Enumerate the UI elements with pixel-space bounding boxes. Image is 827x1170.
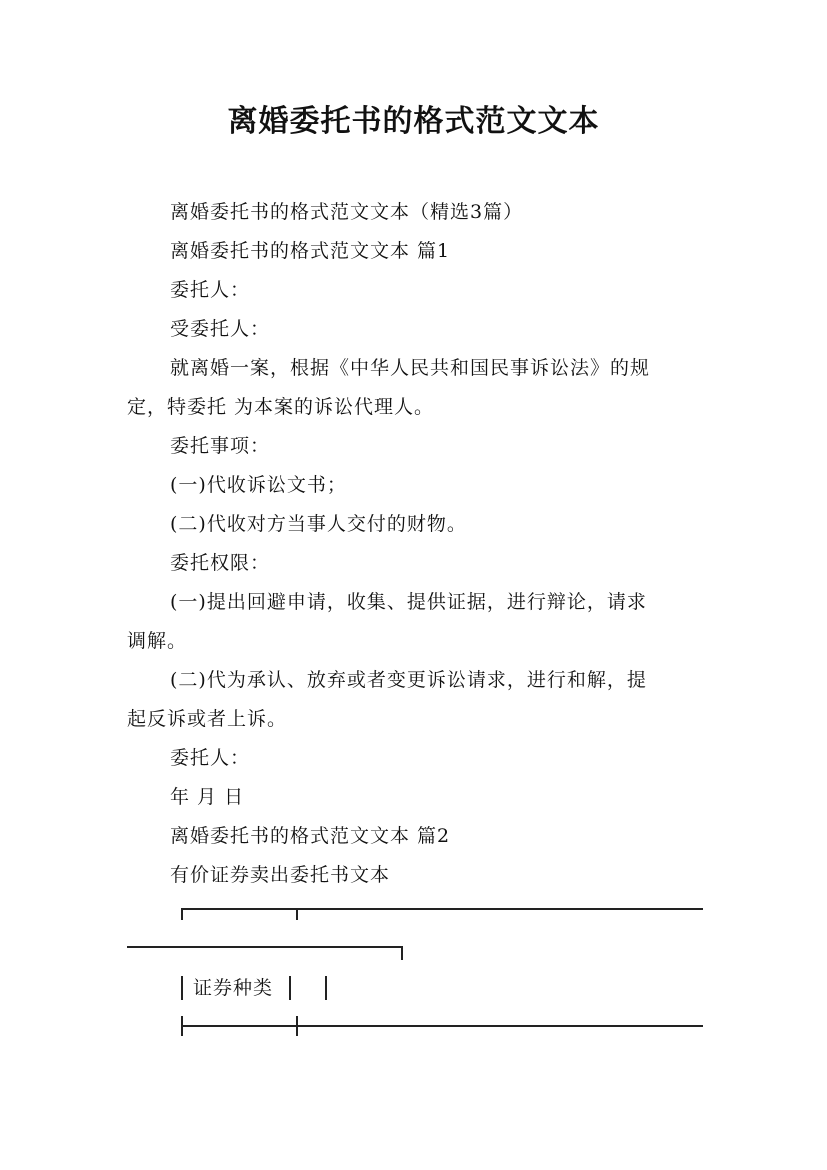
- table-border-line: [325, 976, 327, 1000]
- intro-line: 离婚委托书的格式范文文本（精选3篇）: [170, 201, 524, 223]
- table-border-line: [127, 946, 403, 948]
- authority-item: 调解。: [127, 630, 188, 652]
- table-border-line: [401, 946, 403, 960]
- subtitle-line: 有价证券卖出委托书文本: [170, 864, 391, 886]
- agent-label: 受委托人：: [170, 318, 271, 340]
- authority-item: (二)代为承认、放弃或者变更诉讼请求，进行和解，提: [170, 669, 647, 691]
- paragraph-line: 就离婚一案，根据《中华人民共和国民事诉讼法》的规: [170, 357, 651, 379]
- table-cell-label: 证券种类: [193, 977, 274, 999]
- table-border-line: [296, 908, 298, 920]
- matter-item: (二)代收对方当事人交付的财物。: [170, 513, 467, 535]
- table-border-line: [181, 908, 183, 920]
- table-border-line: [296, 1016, 298, 1036]
- table-border-line: [181, 976, 183, 1000]
- matter-item: (一)代收诉讼文书；: [170, 474, 347, 496]
- principal-label: 委托人：: [170, 279, 251, 301]
- matters-label: 委托事项：: [170, 435, 271, 457]
- paragraph-line: 定，特委托 为本案的诉讼代理人。: [127, 396, 435, 418]
- table-border-line: [181, 908, 703, 910]
- section-heading-2: 离婚委托书的格式范文文本 篇2: [170, 825, 451, 847]
- table-border-line: [289, 976, 291, 1000]
- table-border-line: [181, 1025, 703, 1027]
- principal-signature-label: 委托人：: [170, 747, 251, 769]
- authority-label: 委托权限：: [170, 552, 271, 574]
- authority-item: (一)提出回避申请，收集、提供证据，进行辩论，请求: [170, 591, 647, 613]
- document-title: 离婚委托书的格式范文文本: [227, 104, 600, 139]
- date-line: 年 月 日: [170, 786, 245, 808]
- authority-item: 起反诉或者上诉。: [127, 708, 288, 730]
- section-heading-1: 离婚委托书的格式范文文本 篇1: [170, 240, 451, 262]
